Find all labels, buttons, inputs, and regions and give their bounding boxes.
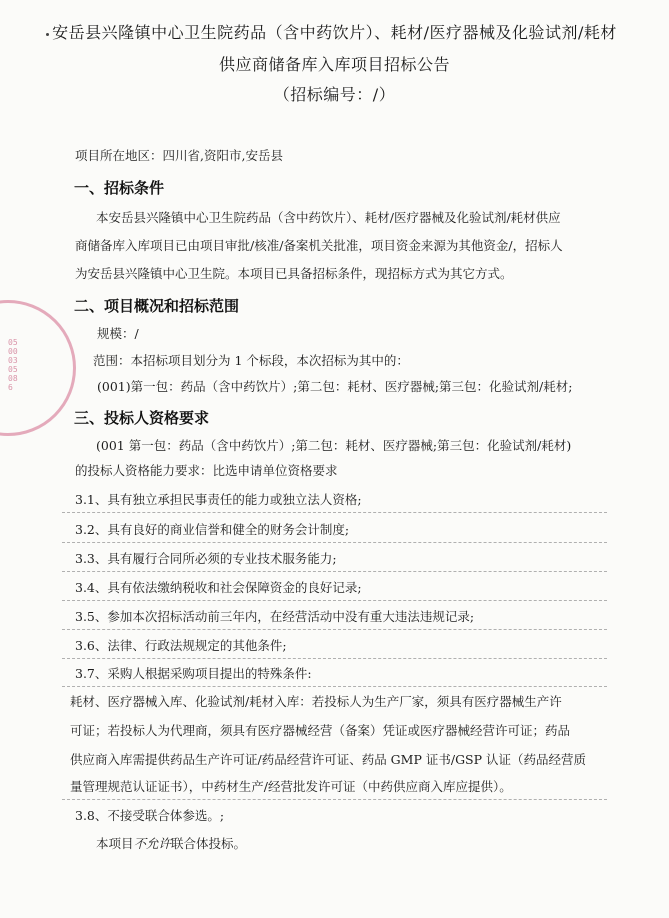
row-divider (62, 686, 607, 687)
section2-heading: 二、项目概况和招标范围 (74, 297, 240, 315)
requirement-3-3: 3.3、具有履行合同所必须的专业技术服务能力; (75, 551, 337, 566)
section2-scale: 规模：/ (97, 326, 139, 341)
joint-venture-note (96, 836, 246, 852)
section1-line-1: 本安岳县兴隆镇中心卫生院药品（含中药饮片）、耗材/医疗器械及化验试剂/耗材供应 (96, 210, 561, 225)
title-line-1: 安岳县兴隆镇中心卫生院药品（含中药饮片）、耗材/医疗器械及化验试剂/耗材 (52, 23, 617, 42)
section1-heading: 一、招标条件 (74, 179, 165, 197)
joint-note-suffix: 联合体投标。 (171, 836, 247, 851)
special-line-2: 可证；若投标人为代理商，须具有医疗器械经营（备案）凭证或医疗器械经营许可证；药品 (70, 723, 571, 738)
requirement-3-6: 3.6、法律、行政法规规定的其他条件; (75, 638, 287, 653)
row-divider (62, 629, 607, 630)
joint-note-prefix: 本项目 (96, 836, 134, 851)
section2-scope: 范围：本招标项目划分为 1 个标段，本次招标为其中的： (93, 353, 409, 368)
seal-serial-number: 05000305086 (8, 338, 18, 392)
joint-note-handwritten: 不允许 (133, 836, 172, 851)
section3-intro-2: 的投标人资格能力要求：比选申请单位资格要求 (75, 463, 338, 478)
row-divider (62, 600, 607, 601)
requirement-3-2: 3.2、具有良好的商业信誉和健全的财务会计制度; (75, 522, 350, 537)
special-line-3: 供应商入库需提供药品生产许可证/药品经营许可证、药品 GMP 证书/GSP 认证（药品经营质 (70, 752, 586, 767)
requirement-3-1: 3.1、具有独立承担民事责任的能力或独立法人资格; (75, 492, 362, 507)
section1-line-2: 商储备库入库项目已由项目审批/核准/备案机关批准，项目资金来源为其他资金/，招标人 (75, 238, 563, 253)
special-line-1: 耗材、医疗器械入库、化验试剂/耗材入库：若投标人为生产厂家，须具有医疗器械生产许 (70, 694, 562, 709)
row-divider (62, 658, 607, 659)
section3-intro-1: (001 第一包：药品（含中药饮片）;第二包：耗材、医疗器械;第三包：化验试剂/耗材) (96, 438, 572, 453)
row-divider (62, 571, 607, 572)
title-line-2: 供应商储备库入库项目招标公告 (218, 55, 450, 74)
requirement-3-5: 3.5、参加本次招标活动前三年内，在经营活动中没有重大违法违规记录; (75, 609, 475, 624)
requirement-3-8: 3.8、不接受联合体参选。; (75, 808, 225, 823)
section1-line-3: 为安岳县兴隆镇中心卫生院。本项目已具备招标条件，现招标方式为其它方式。 (75, 266, 513, 281)
row-divider (62, 799, 607, 800)
section2-packages: (001)第一包：药品（含中药饮片）;第二包：耗材、医疗器械;第三包：化验试剂/耗材; (97, 379, 573, 394)
requirement-3-4: 3.4、具有依法缴纳税收和社会保障资金的良好记录; (75, 580, 362, 595)
special-line-4: 量管理规范认证证书），中药材生产/经营批发许可证（中药供应商入库应提供）。 (70, 779, 512, 794)
requirement-3-7: 3.7、采购人根据采购项目提出的特殊条件: (75, 666, 312, 681)
project-location: 项目所在地区：四川省,资阳市,安岳县 (75, 148, 283, 163)
row-divider (62, 512, 607, 513)
section3-heading: 三、投标人资格要求 (74, 409, 210, 427)
title-line-3: （招标编号：/） (273, 85, 396, 104)
row-divider (62, 542, 607, 543)
